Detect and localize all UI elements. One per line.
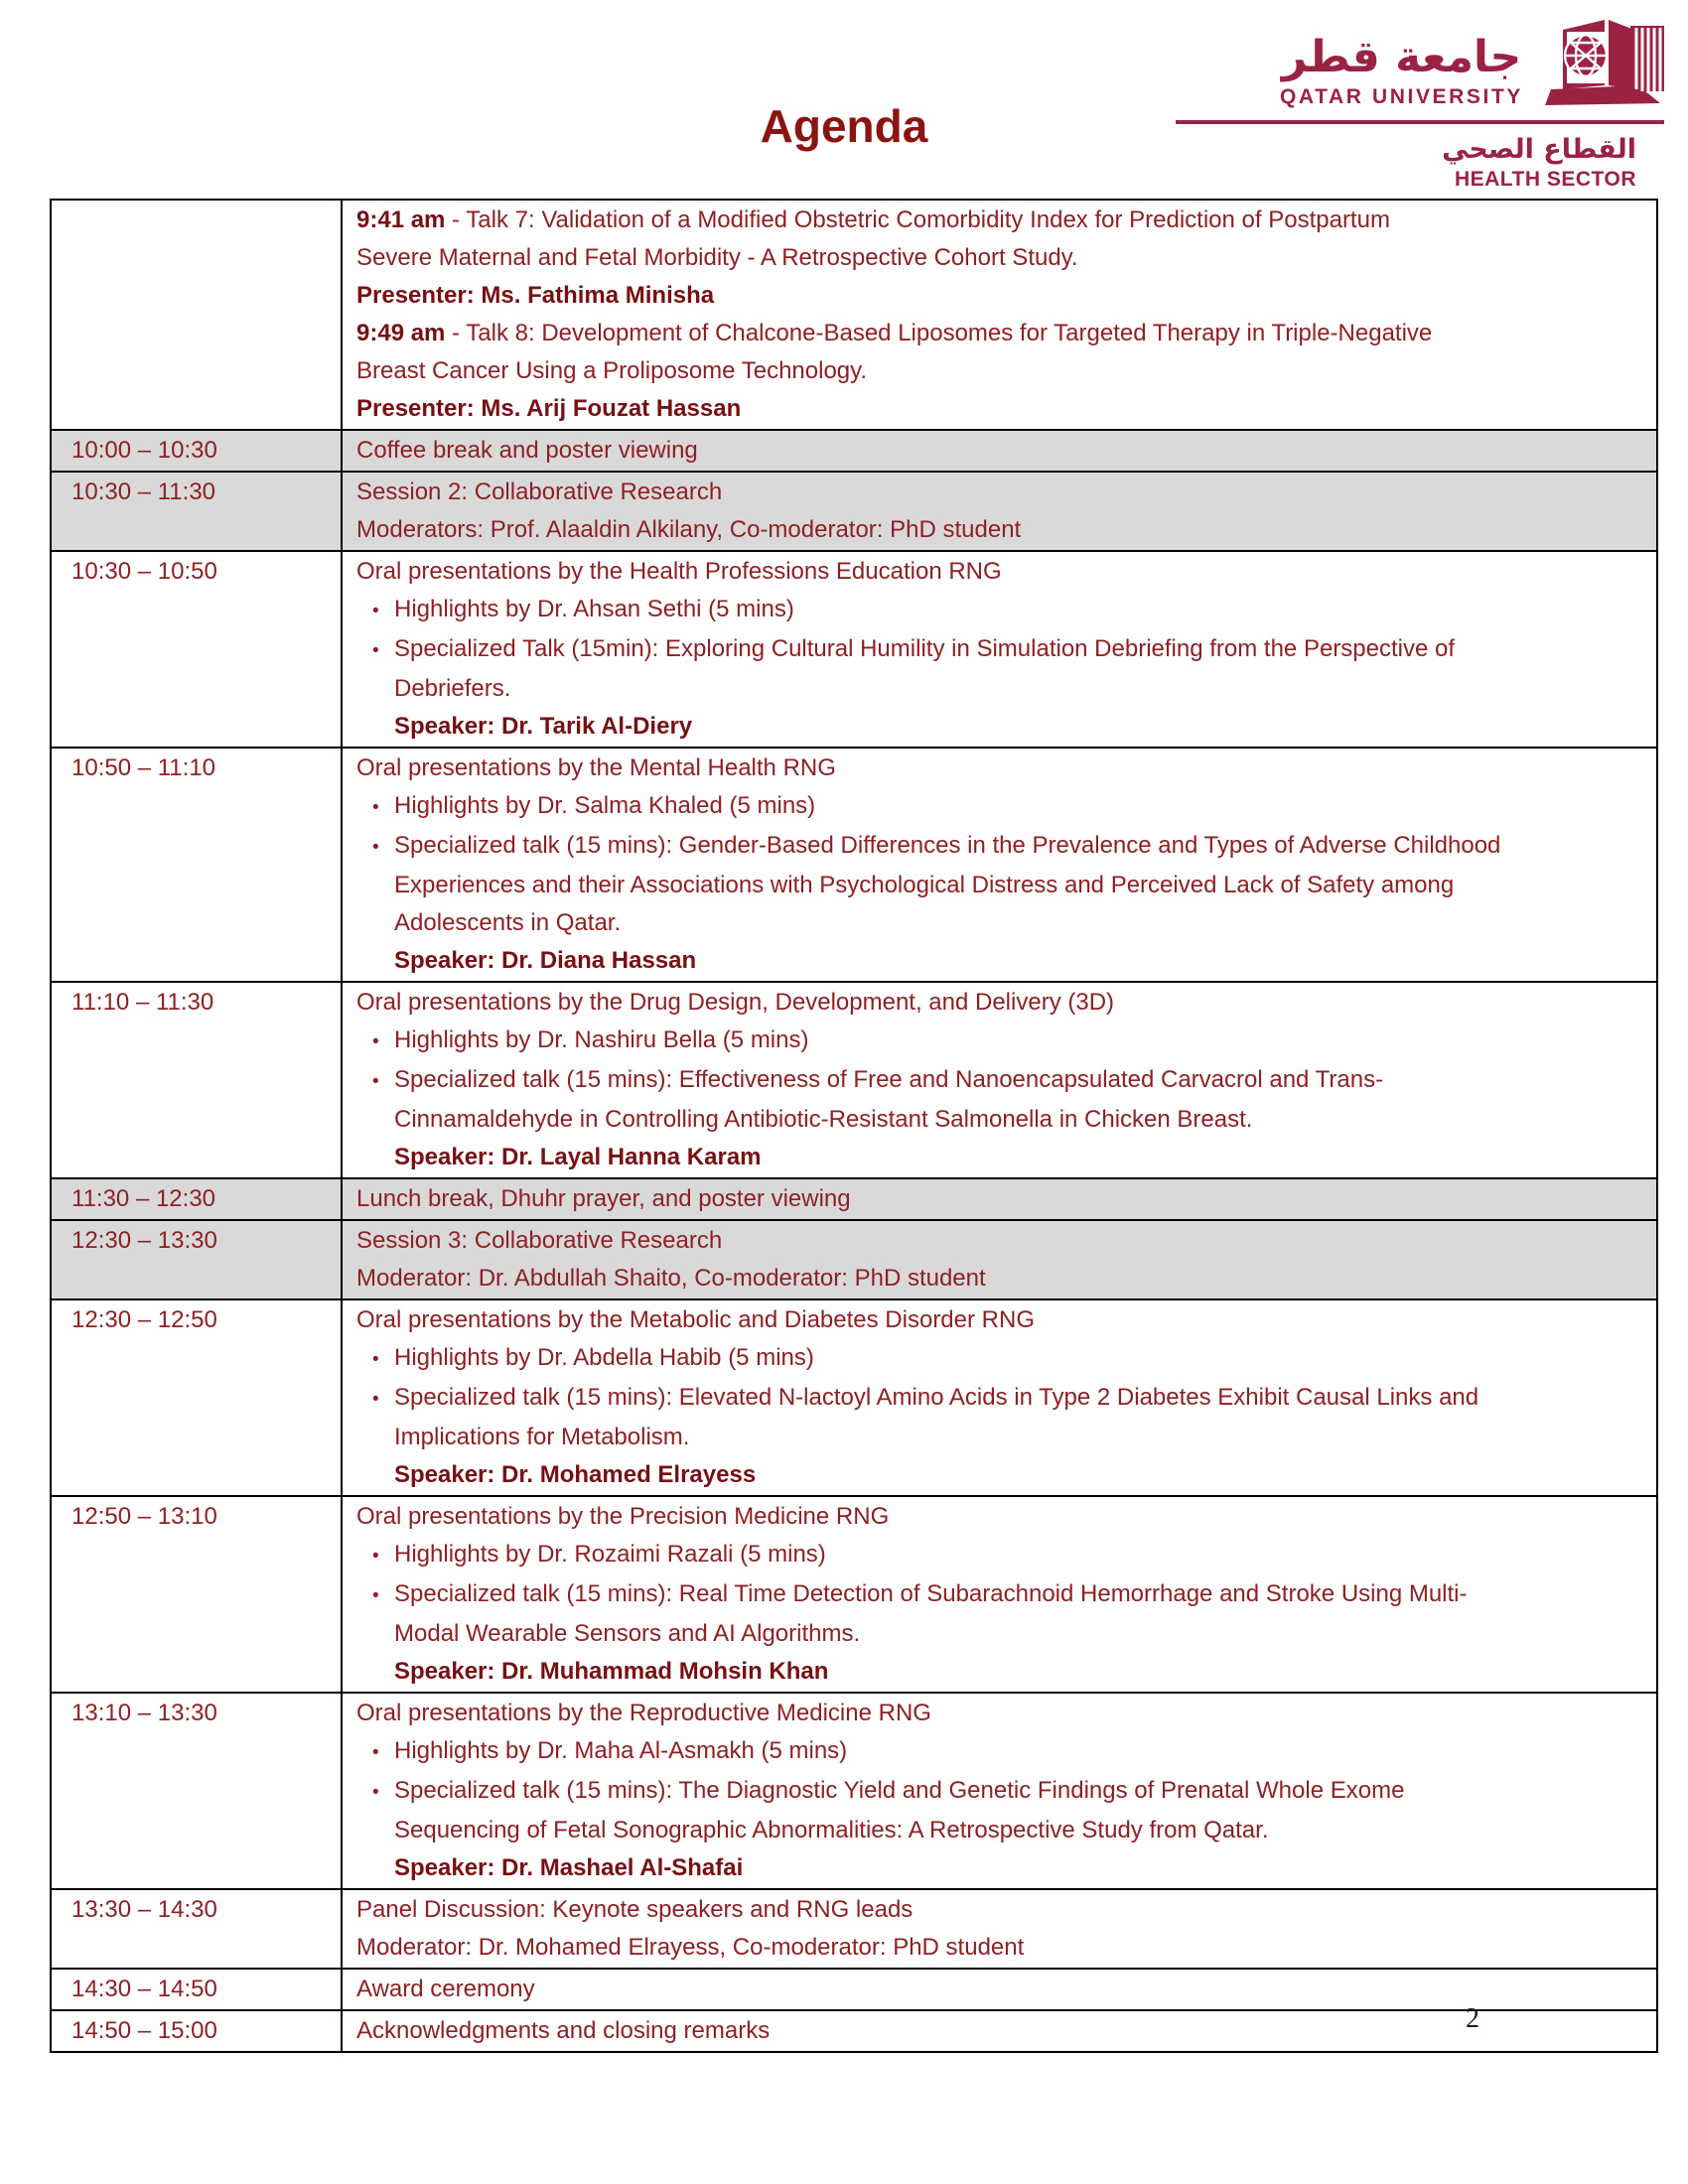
bullet-icon: • xyxy=(372,1546,379,1567)
page-title: Agenda xyxy=(760,100,928,152)
agenda-row xyxy=(52,747,1656,981)
text-segment: Moderator: Dr. Mohamed Elrayess, Co-moderator: PhD student xyxy=(356,1934,1025,1961)
text-segment: Severe Maternal and Fetal Morbidity - A Retrospective Cohort Study. xyxy=(356,244,1078,271)
time-cell: 13:30 – 14:30 xyxy=(52,1890,343,1968)
text-segment: Oral presentations by the Drug Design, Development, and Delivery (3D) xyxy=(356,989,1115,1016)
text-segment: Highlights by Dr. Salma Khaled (5 mins) xyxy=(394,792,816,819)
text-segment: Moderator: Dr. Abdullah Shaito, Co-moderator: PhD student xyxy=(356,1265,986,1292)
text-segment: Specialized talk (15 mins): The Diagnostic Yield and Genetic Findings of Prenatal Whole Exome xyxy=(394,1777,1405,1804)
qu-logo-top xyxy=(1176,16,1664,111)
content-line xyxy=(356,630,1642,670)
text-segment: Oral presentations by the Metabolic and Diabetes Disorder RNG xyxy=(356,1306,1035,1333)
content-line xyxy=(356,239,1642,277)
content-cell xyxy=(343,983,1656,1177)
text-segment: Specialized talk (15 mins): Elevated N-lactoyl Amino Acids in Type 2 Diabetes Exhibit Causal Links and xyxy=(394,1384,1479,1411)
content-line xyxy=(356,390,1642,428)
text-segment: Session 3: Collaborative Research xyxy=(356,1227,723,1254)
bullet-icon: • xyxy=(372,1742,379,1763)
content-cell xyxy=(343,749,1656,981)
text-segment: Moderators: Prof. Alaaldin Alkilany, Co-moderator: PhD student xyxy=(356,516,1022,543)
text-segment: Specialized talk (15 mins): Effectiveness of Free and Nanoencapsulated Carvacrol and Trans- xyxy=(394,1066,1384,1093)
text-segment: 9:41 am xyxy=(356,206,446,233)
content-line xyxy=(356,1929,1642,1967)
time-cell: 10:30 – 10:50 xyxy=(52,552,343,747)
content-line xyxy=(356,1615,1642,1653)
content-line xyxy=(356,1971,1642,2008)
content-cell xyxy=(343,201,1656,429)
content-cell xyxy=(343,1970,1656,2009)
time-cell: 12:30 – 13:30 xyxy=(52,1221,343,1298)
text-segment: 9:49 am xyxy=(356,320,446,346)
content-line xyxy=(356,1498,1642,1536)
content-line xyxy=(356,1456,1642,1494)
content-line xyxy=(356,1891,1642,1929)
text-segment: Highlights by Dr. Rozaimi Razali (5 mins) xyxy=(394,1541,826,1568)
text-segment: Presenter: Ms. Fathima Minisha xyxy=(356,282,715,309)
bullet-icon: • xyxy=(372,1071,379,1092)
text-segment: Specialized talk (15 mins): Real Time Detection of Subarachnoid Hemorrhage and Stroke Using Multi- xyxy=(394,1580,1468,1607)
content-cell xyxy=(343,1179,1656,1219)
agenda-row xyxy=(52,1177,1656,1219)
bullet-icon: • xyxy=(372,640,379,661)
text-segment: Speaker: Dr. Muhammad Mohsin Khan xyxy=(394,1658,829,1685)
content-line xyxy=(356,1536,1642,1575)
content-line xyxy=(356,1849,1642,1887)
content-line xyxy=(356,1379,1642,1419)
agenda-row xyxy=(52,2009,1656,2051)
content-line xyxy=(356,1139,1642,1176)
time-cell: 10:00 – 10:30 xyxy=(52,431,343,471)
bullet-icon: • xyxy=(372,1349,379,1370)
content-line xyxy=(356,277,1642,315)
text-segment: Highlights by Dr. Nashiru Bella (5 mins) xyxy=(394,1026,809,1053)
content-line xyxy=(356,1101,1642,1139)
bullet-icon: • xyxy=(372,1585,379,1606)
text-segment: Speaker: Dr. Mashael Al-Shafai xyxy=(394,1854,744,1881)
content-cell xyxy=(343,1694,1656,1888)
content-line xyxy=(356,670,1642,708)
content-line xyxy=(356,1061,1642,1101)
content-line xyxy=(356,1180,1642,1218)
text-segment: Highlights by Dr. Abdella Habib (5 mins) xyxy=(394,1344,814,1371)
content-cell xyxy=(343,1497,1656,1692)
text-segment: Presenter: Ms. Arij Fouzat Hassan xyxy=(356,395,742,422)
agenda-row xyxy=(52,1968,1656,2009)
content-line xyxy=(356,1575,1642,1615)
qu-english-name: QATAR UNIVERSITY xyxy=(1280,85,1523,108)
page-number: 2 xyxy=(1466,2003,1479,2034)
time-cell: 14:50 – 15:00 xyxy=(52,2011,343,2051)
content-line xyxy=(356,1022,1642,1061)
content-line xyxy=(356,1339,1642,1379)
text-segment: Oral presentations by the Health Professions Education RNG xyxy=(356,558,1002,585)
content-line xyxy=(356,1301,1642,1339)
time-cell: 12:30 – 12:50 xyxy=(52,1300,343,1495)
text-segment: Speaker: Dr. Layal Hanna Karam xyxy=(394,1144,762,1170)
content-line xyxy=(356,315,1642,352)
bullet-icon: • xyxy=(372,1782,379,1803)
content-cell xyxy=(343,1890,1656,1968)
text-segment: Sequencing of Fetal Sonographic Abnormalities: A Retrospective Study from Qatar. xyxy=(394,1817,1269,1843)
text-segment: Cinnamaldehyde in Controlling Antibiotic-Resistant Salmonella in Chicken Breast. xyxy=(394,1106,1253,1133)
agenda-row xyxy=(52,981,1656,1177)
content-line xyxy=(356,984,1642,1022)
text-segment: Speaker: Dr. Mohamed Elrayess xyxy=(394,1461,757,1488)
content-line xyxy=(356,1222,1642,1260)
text-segment: Speaker: Dr. Tarik Al-Diery xyxy=(394,713,693,740)
content-line xyxy=(356,1653,1642,1691)
content-cell xyxy=(343,552,1656,747)
time-cell: 10:30 – 11:30 xyxy=(52,473,343,550)
text-segment: Session 2: Collaborative Research xyxy=(356,478,723,505)
bullet-icon: • xyxy=(372,1389,379,1410)
qu-arabic-name: جامعة قطر xyxy=(1281,31,1522,82)
time-cell: 11:10 – 11:30 xyxy=(52,983,343,1177)
content-line xyxy=(356,1695,1642,1732)
content-cell xyxy=(343,431,1656,471)
content-line xyxy=(356,1772,1642,1812)
content-line xyxy=(356,904,1642,942)
agenda-row xyxy=(52,1298,1656,1495)
bullet-icon: • xyxy=(372,837,379,858)
content-cell xyxy=(343,1300,1656,1495)
text-segment: Speaker: Dr. Diana Hassan xyxy=(394,947,697,974)
text-segment: Award ceremony xyxy=(356,1976,535,2002)
bullet-icon: • xyxy=(372,797,379,818)
text-segment: Highlights by Dr. Maha Al-Asmakh (5 mins) xyxy=(394,1737,848,1764)
health-sector-arabic: القطاع الصحي xyxy=(1442,134,1636,165)
time-cell: 11:30 – 12:30 xyxy=(52,1179,343,1219)
content-line xyxy=(356,591,1642,630)
content-cell xyxy=(343,1221,1656,1298)
text-segment: Highlights by Dr. Ahsan Sethi (5 mins) xyxy=(394,596,794,622)
content-line xyxy=(356,867,1642,904)
agenda-table xyxy=(50,199,1658,2053)
content-line xyxy=(356,787,1642,827)
agenda-row xyxy=(52,1219,1656,1298)
text-segment: Acknowledgments and closing remarks xyxy=(356,2017,771,2044)
text-segment: Breast Cancer Using a Proliposome Technology. xyxy=(356,357,868,384)
agenda-row xyxy=(52,429,1656,471)
content-line xyxy=(356,474,1642,511)
content-line xyxy=(356,2012,1642,2050)
text-segment: Adolescents in Qatar. xyxy=(394,909,622,936)
time-cell: 12:50 – 13:10 xyxy=(52,1497,343,1692)
text-segment: Panel Discussion: Keynote speakers and RNG leads xyxy=(356,1896,914,1923)
bullet-icon: • xyxy=(372,1031,379,1052)
text-segment: - Talk 8: Development of Chalcone-Based Liposomes for Targeted Therapy in Triple-Negative xyxy=(445,320,1433,346)
time-cell: 10:50 – 11:10 xyxy=(52,749,343,981)
content-line xyxy=(356,1732,1642,1772)
agenda-row xyxy=(52,201,1656,429)
content-line xyxy=(356,1419,1642,1456)
text-segment: Oral presentations by the Reproductive Medicine RNG xyxy=(356,1700,931,1726)
agenda-row xyxy=(52,1692,1656,1888)
content-line xyxy=(356,827,1642,867)
content-line xyxy=(356,1812,1642,1849)
content-line xyxy=(356,352,1642,390)
content-line xyxy=(356,942,1642,980)
text-segment: Lunch break, Dhuhr prayer, and poster viewing xyxy=(356,1185,851,1212)
content-cell xyxy=(343,473,1656,550)
agenda-row xyxy=(52,1495,1656,1692)
content-line xyxy=(356,511,1642,549)
bullet-icon: • xyxy=(372,601,379,621)
text-segment: Debriefers. xyxy=(394,675,511,702)
text-segment: Specialized Talk (15min): Exploring Cultural Humility in Simulation Debriefing from the Perspective of xyxy=(394,635,1456,662)
content-line xyxy=(356,708,1642,746)
agenda-row xyxy=(52,550,1656,747)
content-line xyxy=(356,1260,1642,1297)
agenda-row xyxy=(52,1888,1656,1968)
text-segment: Modal Wearable Sensors and AI Algorithms. xyxy=(394,1620,861,1647)
agenda-row xyxy=(52,471,1656,550)
content-line xyxy=(356,202,1642,239)
time-cell: 14:30 – 14:50 xyxy=(52,1970,343,2009)
content-line xyxy=(356,750,1642,787)
time-cell: 13:10 – 13:30 xyxy=(52,1694,343,1888)
health-sector-english: HEALTH SECTOR xyxy=(1454,167,1636,191)
text-segment: Oral presentations by the Precision Medicine RNG xyxy=(356,1503,890,1530)
content-cell xyxy=(343,2011,1656,2051)
content-line xyxy=(356,432,1642,470)
text-segment: Specialized talk (15 mins): Gender-Based Differences in the Prevalence and Types of Adverse Childhood xyxy=(394,832,1501,859)
text-segment: Oral presentations by the Mental Health RNG xyxy=(356,754,836,781)
qu-emblem-icon xyxy=(1543,16,1664,111)
text-segment: Experiences and their Associations with Psychological Distress and Perceived Lack of Safety among xyxy=(394,872,1455,898)
content-line xyxy=(356,553,1642,591)
text-segment: - Talk 7: Validation of a Modified Obstetric Comorbidity Index for Prediction of Postpartum xyxy=(445,206,1390,233)
text-segment: Coffee break and poster viewing xyxy=(356,437,698,464)
text-segment: Implications for Metabolism. xyxy=(394,1424,690,1450)
time-cell xyxy=(52,201,343,429)
